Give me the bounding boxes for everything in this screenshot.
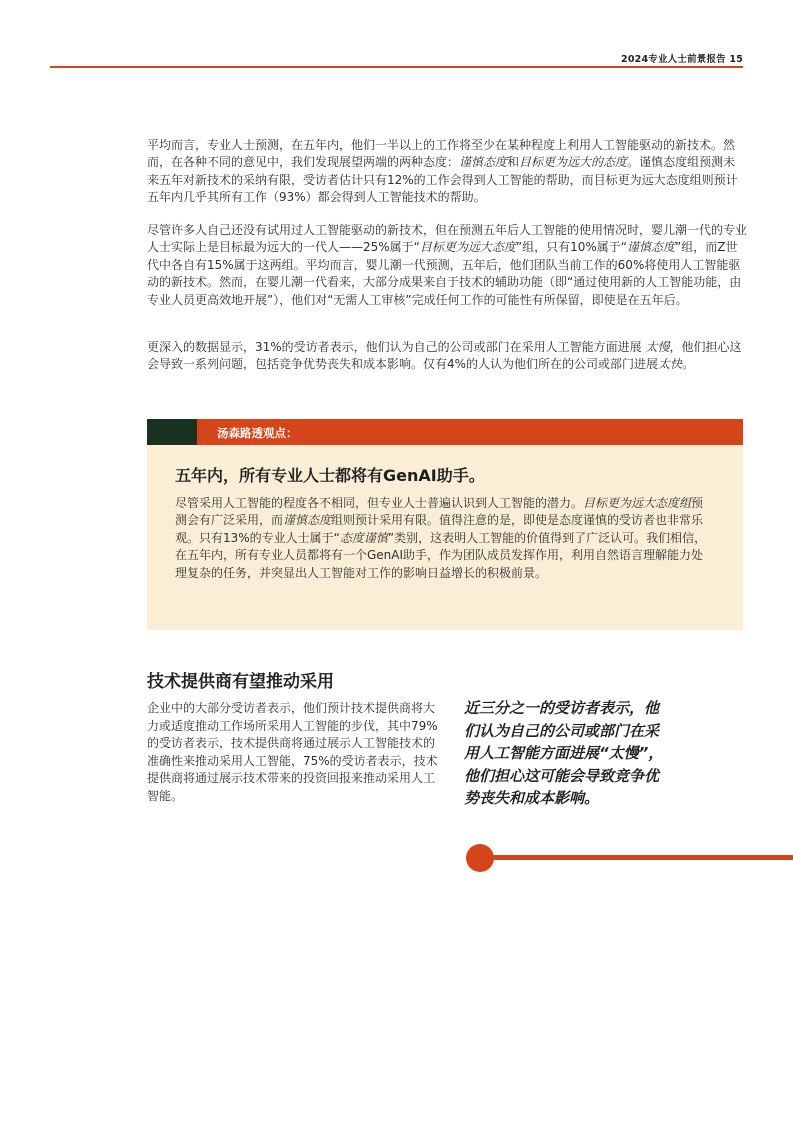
- paragraph-2-text: ”组，而Z世代中各自有15%属于这两组。平均而言，婴儿潮一代预测，五年后，他们团队当前工作的60%将使用人工智能驱动的新技术。然而，在婴儿潮一代看来，大部分成果来自于技术的辅助功能（即“通过使用新的人工智能功能，由专业人员更高效地开展”），他们对“无需人工审核”完成任何工作的可能性有所保留，即使是在五年后。: [147, 240, 742, 307]
- pull-quote-line: [480, 855, 793, 860]
- paragraph-3-text: 更深入的数据显示，31%的受访者表示，他们认为自己的公司或部门在采用人工智能方面进展: [147, 340, 646, 354]
- callout-text: 预测会有广泛采用，而: [175, 496, 704, 528]
- paragraph-2-emphasis: 目标更为远大态度: [419, 240, 516, 255]
- paragraph-2-emphasis: 谨慎态度: [627, 240, 676, 255]
- paragraph-1: [147, 137, 747, 207]
- paragraph-2-text: 尽管许多人自己还没有试用过人工智能驱动的新技术，但在预测五年后人工智能的使用情况时，婴儿潮一代的专业人士实际上是目标最为远大的一代人——25%属于“: [147, 223, 748, 255]
- callout-header-accent: [147, 419, 197, 445]
- callout-emphasis: 谨慎态度: [283, 513, 332, 528]
- paragraph-2-text: ”组，只有10%属于“: [515, 240, 628, 255]
- paragraph-1-text: 。谨慎态度组预测未来五年对新技术的采纳有限，受访者估计只有12%的工作会得到人工智能的帮助，而目标更为远大态度组则预计五年内几乎其所有工作（93%）都会得到人工智能技术的帮助。: [147, 155, 738, 205]
- callout-text: 尽管采用人工智能的程度各不相同，但专业人士普遍认识到人工智能的潜力。: [175, 496, 584, 510]
- callout-heading: 五年内，所有专业人士都将有GenAI助手。: [175, 466, 485, 485]
- callout-emphasis: 态度谨慎: [339, 530, 388, 545]
- paragraph-3: [147, 339, 747, 374]
- paragraph-3-text: ，他们担心这会导致一系列问题，包括竞争优势丧失和成本影响。仅有4%的人认为他们所在的公司或部门进展: [147, 340, 742, 372]
- callout-text: ”类别，这表明人工智能的价值得到了广泛认可。我们相信，在五年内，所有专业人员都将有一个GenAI助手，作为团队成员发挥作用，利用自然语言理解能力处理复杂的任务，并突显出人工智能对工作的影响日益增长的积极前景。: [175, 530, 707, 580]
- pull-quote: 近三分之一的受访者表示，他们认为自己的公司或部门在采用人工智能方面进展“太慢”，他们担心这可能会导致竞争优势丧失和成本影响。: [464, 699, 664, 807]
- paragraph-3-text: 。: [682, 357, 695, 372]
- section-title: 技术提供商有望推动采用: [147, 672, 334, 692]
- paragraph-1-emphasis: 目标更为远大的态度: [519, 155, 628, 170]
- paragraph-2: [147, 222, 747, 309]
- callout-text: 组则预计采用有限。值得注意的是，即使是态度谨慎的受访者也非常乐观。只有13%的专业人士属于“: [175, 513, 704, 545]
- callout-body: [175, 495, 713, 582]
- insight-callout: [147, 419, 743, 630]
- paragraph-3-emphasis: 太快: [658, 357, 683, 372]
- callout-label: 汤森路透观点：: [217, 426, 298, 440]
- callout-emphasis: 目标更为远大态度组: [583, 496, 692, 510]
- header-divider: [50, 66, 743, 68]
- pull-quote-dot: [466, 844, 494, 872]
- paragraph-1-emphasis: 谨慎态度: [459, 155, 508, 170]
- paragraph-3-emphasis: 太慢: [645, 340, 670, 354]
- paragraph-1-text: 和: [507, 155, 520, 170]
- section-body: 企业中的大部分受访者表示，他们预计技术提供商将大力或适度推动工作场所采用人工智能的步伐，其中79%的受访者表示，技术提供商将通过展示人工智能技术的准确性来推动采用人工智能，75%的受访者表示，技术提供商将通过展示技术带来的投资回报来推动采用人工智能。: [147, 701, 438, 803]
- page-header-label: 2024专业人士前景报告 15: [621, 54, 743, 65]
- paragraph-1-text: 平均而言，专业人士预测，在五年内，他们一半以上的工作将至少在某种程度上利用人工智能驱动的新技术。然而，在各种不同的意见中，我们发现展望两端的两种态度：: [147, 138, 736, 170]
